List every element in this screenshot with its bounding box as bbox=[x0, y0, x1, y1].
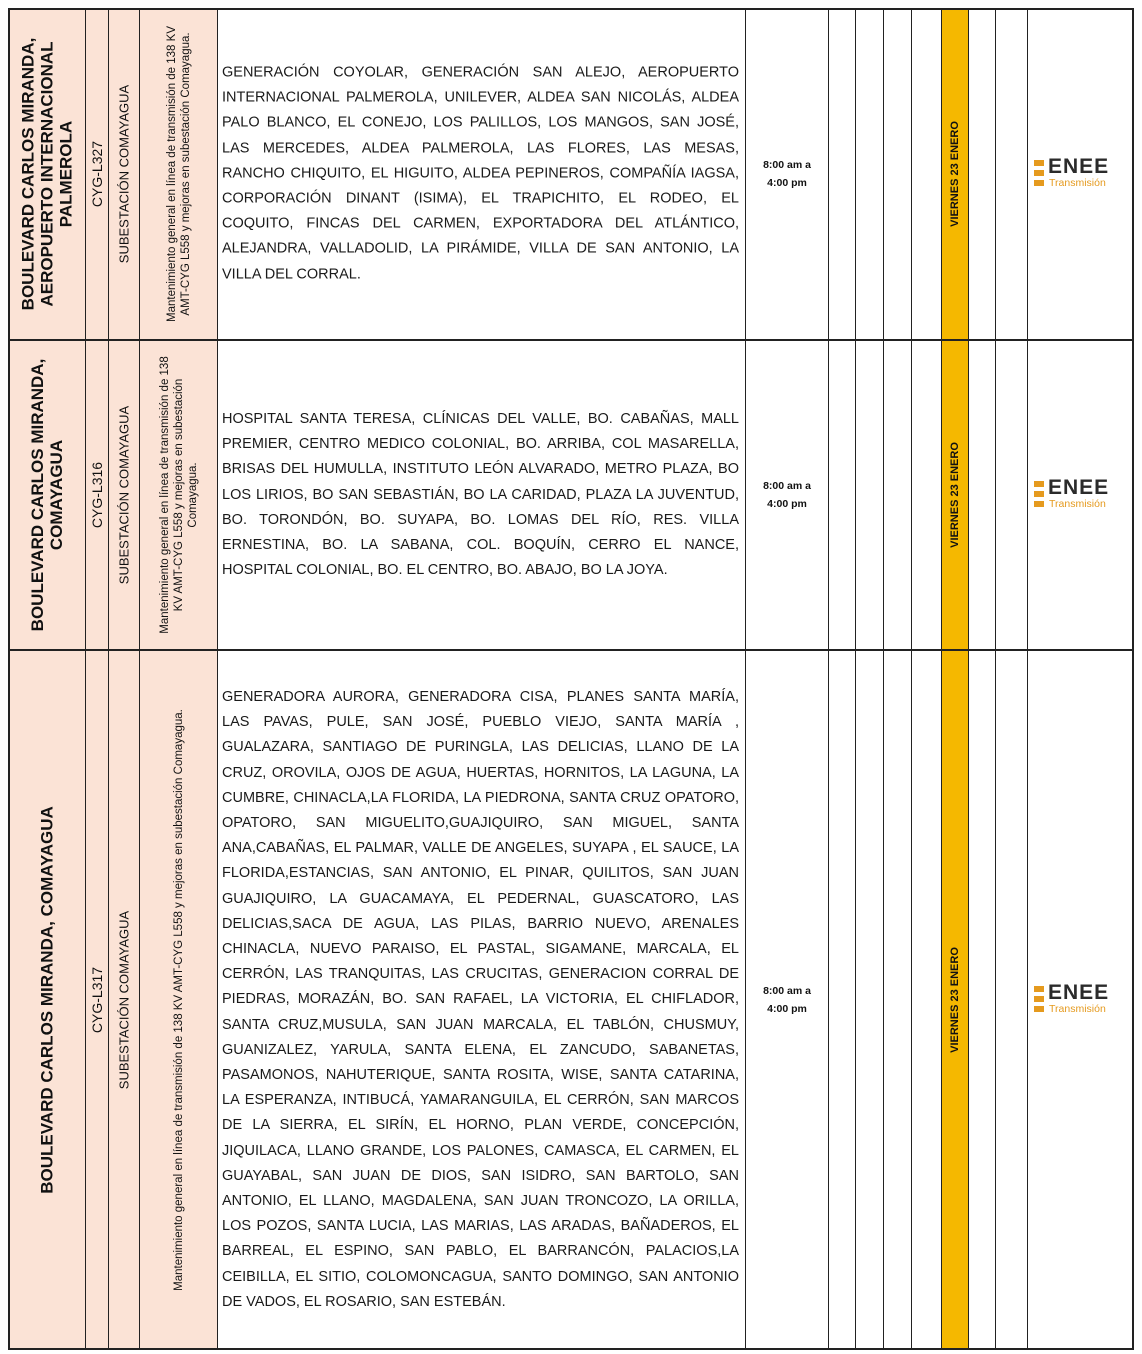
blank-day-cell bbox=[968, 650, 995, 1350]
substation-cell bbox=[108, 340, 139, 650]
logo-word: ENEE bbox=[1048, 155, 1110, 178]
time-start: 8:00 am a bbox=[763, 985, 811, 997]
substation-cell bbox=[108, 650, 139, 1350]
time-end: 4:00 pm bbox=[767, 177, 807, 189]
blank-day-cell bbox=[855, 650, 883, 1350]
circuit-code-cell bbox=[85, 650, 108, 1350]
blank-day-cell bbox=[995, 650, 1027, 1350]
circuit-code: CYG-L327 bbox=[89, 140, 105, 208]
logo-cell bbox=[1027, 8, 1134, 340]
enee-mark-icon bbox=[1034, 481, 1046, 507]
blank-day-cell bbox=[828, 8, 855, 340]
affected-places: GENERADORA AURORA, GENERADORA CISA, PLANES SANTA MARÍA, LAS PAVAS, PULE, SAN JOSÉ, PUEBLO VIEJO, SANTA MARÍA , GUALAZARA, SANTIAGO DE PURINGLA, LAS DELICIAS, LLANO DE LA CRUZ, OROVILA, OJOS DE AGUA, HUERTAS, HORNITOS, LA LAGUNA, LA CUMBRE, CHINACLA,LA FLORIDA, LA PIEDRONA, SANTA CRUZ OPATORO, OPATORO, SAN MIGUELITO,GUAJIQUIRO, SAN MIGUEL, SANTA ANA,CABAÑAS, EL PALMAR, VALLE DE ANGELES, SUYAPA , EL SAUCE, LA FLORIDA,ESTANCIAS, SAN ANTONIO, EL PINAR, QUILITOS, SAN JUAN GUAJIQUIRO, LA GUACAMAYA, EL PEDERNAL, GUASCATORO, LAS DELICIAS,SACA DE AGUA, LAS PILAS, BARRIO NUEVO, ARENALES CHINACLA, NUEVO PARAISO, EL PASTAL, SIGAMANE, MARCALA, EL CERRÓN, LAS TRANQUITAS, LAS CRUCITAS, GENERACION CORRAL DE PIEDRAS, MORAZÁN, BO. SAN RAFAEL, LA VICTORIA, EL CHIFLADOR, SANTA CRUZ,MUSULA, SAN JUAN MARCALA, EL TABLÓN, CHUSMUY, GUANIZALEZ, YARULA, SANTA ELENA, EL ZANCUDO, SABANETAS, PASAMONOS, NAHUTERIQUE, SANTA ROSITA, WISE, SANTA CATARINA, LA ESPERANZA, INTIBUCÁ, YAMARANGUILA, EL CERRÓN, SAN MARCOS DE LA SIERRA, EL SIRÍN, EL HORNO, PLAN VERDE, CONCEPCIÓN, JIQUILACA, LLANO GRANDE, LOS PALONES, CAMASCA, EL CARMEN, EL GUAYABAL, SAN JUAN DE DIOS, SAN ISIDRO, SAN BARTOLO, SAN ANTONIO, EL LLANO, MAGDALENA, SAN JUAN TRONCOZO, LA ORILLA, LOS POZOS, SANTA LUCIA, LAS MARIAS, LAS ARADAS, BAÑADEROS, EL BARREAL, EL ESPINO, SAN PABLO, EL BARRANCÓN, PALACIOS,LA CEIBILLA, EL SITIO, COLOMONCAGUA, SANTO DOMINGO, SAN ANTONIO DE VADOS, EL ROSARIO, SAN ESTEBÁN. bbox=[222, 688, 739, 1310]
work-description: Mantenimiento general en línea de transmisión de 138 KV AMT-CYG L558 y mejoras en subestación Comayagua. bbox=[165, 26, 192, 322]
time-range bbox=[746, 982, 828, 1018]
logo-word: ENEE bbox=[1048, 476, 1110, 499]
substation-name: SUBESTACIÓN COMAYAGUA bbox=[116, 84, 132, 264]
enee-transmision-logo bbox=[1028, 477, 1134, 513]
affected-places-cell bbox=[217, 340, 745, 650]
work-description: Mantenimiento general en línea de transmisión de 138 KV AMT-CYG L558 y mejoras en subestación Comayagua. bbox=[172, 709, 185, 1291]
day-cell bbox=[941, 8, 968, 340]
work-description: Mantenimiento general en línea de transmisión de 138 KV AMT-CYG L558 y mejoras en subestación Comayagua. bbox=[158, 356, 199, 634]
circuit-code: CYG-L316 bbox=[89, 461, 105, 529]
day-cell bbox=[941, 340, 968, 650]
logo-tag: Transmisión bbox=[1049, 177, 1106, 189]
blank-day-cell bbox=[911, 8, 941, 340]
blank-day-cell bbox=[911, 340, 941, 650]
time-end: 4:00 pm bbox=[767, 1003, 807, 1015]
blank-day-cell bbox=[828, 340, 855, 650]
blank-day-cell bbox=[883, 8, 911, 340]
blank-day-cell bbox=[855, 340, 883, 650]
affected-places: GENERACIÓN COYOLAR, GENERACIÓN SAN ALEJO, AEROPUERTO INTERNACIONAL PALMEROLA, UNILEVER, ALDEA SAN NICOLÁS, ALDEA PALO BLANCO, EL CONEJO, LOS PALILLOS, LOS MANGOS, SAN JOSÉ, LAS MERCEDES, ALDEA PALMEROLA, LAS FLORES, LAS MESAS, RANCHO CHIQUITO, EL HIGUITO, ALDEA PEPINEROS, COMPAÑÍA IAGSA, CORPORACIÓN DINANT (ISIMA), EL TRAPICHITO, EL RODEO, EL COQUITO, FINCAS DEL CARMEN, EXPORTADORA DEL ATLÁNTICO, ALEJANDRA, VALLADOLID, LA PIRÁMIDE, VILLA DE SAN ANTONIO, LA VILLA DEL CORRAL. bbox=[222, 64, 739, 283]
time-end: 4:00 pm bbox=[767, 498, 807, 510]
table-row bbox=[8, 8, 1134, 340]
area-cell bbox=[8, 340, 85, 650]
area-cell bbox=[8, 650, 85, 1350]
blank-day-cell bbox=[883, 340, 911, 650]
enee-transmision-logo bbox=[1028, 156, 1134, 192]
time-cell bbox=[745, 8, 828, 340]
affected-places-cell bbox=[217, 8, 745, 340]
enee-mark-icon bbox=[1034, 160, 1046, 186]
blank-day-cell bbox=[883, 650, 911, 1350]
time-range bbox=[746, 477, 828, 513]
area-name: BOULEVARD CARLOS MIRANDA, AEROPUERTO INTERNACIONAL PALMEROLA bbox=[18, 37, 75, 311]
day-cell bbox=[941, 650, 968, 1350]
table-row bbox=[8, 650, 1134, 1350]
day-label: VIERNES 23 ENERO bbox=[949, 442, 961, 548]
circuit-code-cell bbox=[85, 340, 108, 650]
work-description-cell bbox=[139, 650, 217, 1350]
work-description-cell bbox=[139, 8, 217, 340]
circuit-code: CYG-L317 bbox=[89, 966, 105, 1034]
day-label: VIERNES 23 ENERO bbox=[949, 121, 961, 227]
affected-places: HOSPITAL SANTA TERESA, CLÍNICAS DEL VALLE, BO. CABAÑAS, MALL PREMIER, CENTRO MEDICO COLONIAL, BO. ARRIBA, COL MASARELLA, BRISAS DEL HUMULLA, INSTITUTO LEÓN ALVARADO, METRO PLAZA, BO LOS LIRIOS, BO SAN SEBASTIÁN, BO LA CARIDAD, PLAZA LA JUVENTUD, BO. TORONDÓN, BO. SUYAPA, BO. LOMAS DEL RÍO, RES. VILLA ERNESTINA, BO. LA SABANA, COL. BOQUÍN, CERRO EL NANCE, HOSPITAL COLONIAL, BO. EL CENTRO, BO. ABAJO, BO LA JOYA. bbox=[222, 410, 739, 579]
blank-day-cell bbox=[911, 650, 941, 1350]
blank-day-cell bbox=[855, 8, 883, 340]
substation-name: SUBESTACIÓN COMAYAGUA bbox=[116, 910, 132, 1090]
area-name: BOULEVARD CARLOS MIRANDA, COMAYAGUA bbox=[37, 806, 56, 1194]
day-label: VIERNES 23 ENERO bbox=[949, 947, 961, 1053]
table-row bbox=[8, 340, 1134, 650]
time-cell bbox=[745, 650, 828, 1350]
blank-day-cell bbox=[968, 8, 995, 340]
outage-schedule-table bbox=[8, 8, 1134, 1350]
substation-cell bbox=[108, 8, 139, 340]
substation-name: SUBESTACIÓN COMAYAGUA bbox=[116, 405, 132, 585]
blank-day-cell bbox=[995, 340, 1027, 650]
blank-day-cell bbox=[828, 650, 855, 1350]
area-cell bbox=[8, 8, 85, 340]
time-start: 8:00 am a bbox=[763, 159, 811, 171]
logo-tag: Transmisión bbox=[1049, 498, 1106, 510]
logo-word: ENEE bbox=[1048, 981, 1110, 1004]
time-start: 8:00 am a bbox=[763, 480, 811, 492]
enee-mark-icon bbox=[1034, 986, 1046, 1012]
circuit-code-cell bbox=[85, 8, 108, 340]
work-description-cell bbox=[139, 340, 217, 650]
logo-tag: Transmisión bbox=[1049, 1003, 1106, 1015]
logo-cell bbox=[1027, 340, 1134, 650]
affected-places-cell bbox=[217, 650, 745, 1350]
row-divider bbox=[8, 339, 1134, 341]
blank-day-cell bbox=[968, 340, 995, 650]
enee-transmision-logo bbox=[1028, 982, 1134, 1018]
time-cell bbox=[745, 340, 828, 650]
time-range bbox=[746, 156, 828, 192]
area-name: BOULEVARD CARLOS MIRANDA, COMAYAGUA bbox=[27, 358, 66, 632]
row-divider bbox=[8, 649, 1134, 651]
logo-cell bbox=[1027, 650, 1134, 1350]
blank-day-cell bbox=[995, 8, 1027, 340]
